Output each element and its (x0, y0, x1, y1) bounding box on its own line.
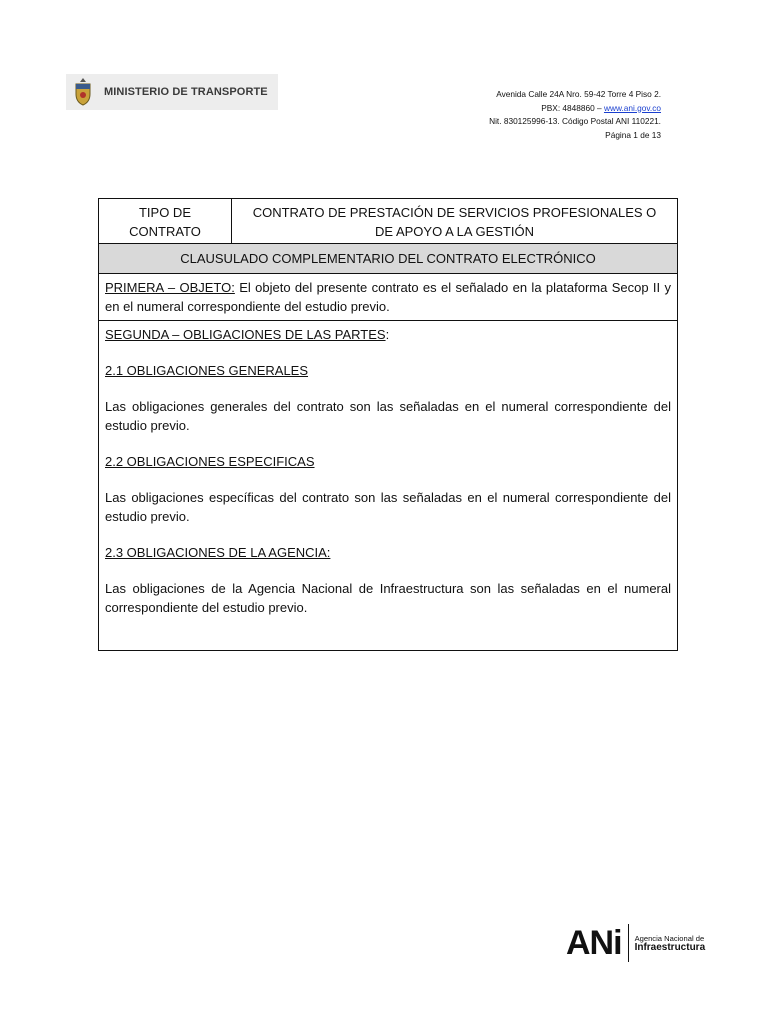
clause-title: PRIMERA – OBJETO: (105, 280, 235, 295)
contract-type-row (99, 199, 677, 244)
section-title: 2.2 OBLIGACIONES ESPECIFICAS (105, 454, 315, 469)
clause-segunda (99, 321, 677, 650)
label-line: TIPO DE (138, 205, 191, 220)
phone-text: PBX: 4848860 – (541, 102, 604, 113)
section-title: 2.3 OBLIGACIONES DE LA AGENCIA: (105, 545, 331, 560)
ani-logo (566, 920, 706, 966)
clause-text: El objeto del presente contrato es el señalado en la plataforma Secop II y en el numeral correspondiente del estudio previo. (105, 280, 672, 314)
contract-type-label (99, 199, 232, 243)
colon: : (385, 327, 390, 342)
logo-divider (628, 924, 629, 962)
nit-line: Nit. 830125996-13. Código Postal ANI 110221. (489, 116, 661, 126)
section-text: Las obligaciones generales del contrato son las señaladas en el numeral correspondiente del estudio previo. (105, 399, 671, 433)
address-line: Avenida Calle 24A Nro. 59-42 Torre 4 Piso 2. (496, 89, 661, 99)
address-block (401, 88, 661, 142)
section-title: 2.1 OBLIGACIONES GENERALES (105, 363, 309, 378)
clause-title: SEGUNDA – OBLIGACIONES DE LAS PARTES (105, 327, 386, 342)
coat-of-arms-icon (70, 77, 96, 107)
contract-type-value (232, 199, 677, 243)
clause-heading (105, 325, 671, 344)
section-text: Las obligaciones específicas del contrato son las señaladas en el numeral correspondiente del estudio previo. (105, 490, 671, 524)
label-line: CONTRATO (129, 224, 201, 239)
clause-primera (99, 274, 677, 321)
website-link[interactable]: www.ani.gov.co (603, 102, 661, 113)
ani-name-line2: Infraestructura (634, 942, 706, 953)
section-text: Las obligaciones de la Agencia Nacional de Infraestructura son las señaladas en el numeral correspondiente del estudio previo. (105, 581, 671, 615)
contract-table (98, 198, 678, 651)
value-line: CONTRATO DE PRESTACIÓN DE SERVICIOS PROFESIONALES O (252, 205, 657, 220)
ani-name-line1: Agencia Nacional de (634, 934, 705, 943)
value-line: DE APOYO A LA GESTIÓN (375, 224, 534, 239)
clauses-heading: CLAUSULADO COMPLEMENTARIO DEL CONTRATO ELECTRÓNICO (99, 244, 677, 274)
ani-mark: ANi (566, 924, 622, 962)
page-number: Página 1 de 13 (605, 129, 661, 140)
ministry-logo (66, 74, 278, 110)
ministry-name: MINISTERIO DE TRANSPORTE (104, 86, 268, 98)
ani-name (635, 934, 706, 952)
phone-line (401, 102, 661, 116)
